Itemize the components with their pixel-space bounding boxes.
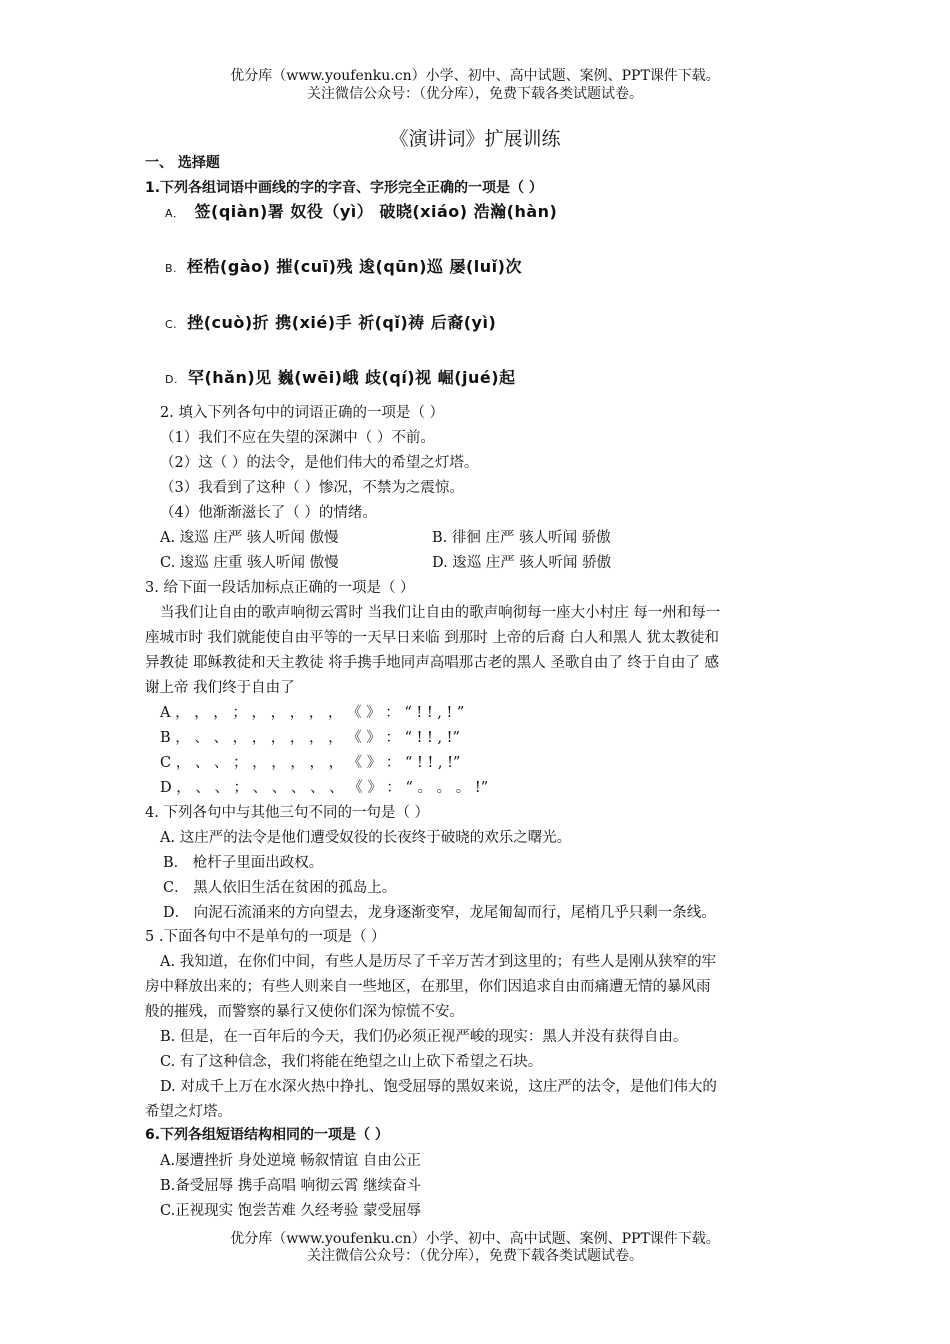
q1-option-d: [165, 365, 516, 388]
q3-paragraph-line: 当我们让自由的歌声响彻云霄时 当我们让自由的歌声响彻每一座大小村庄 每一州和每一: [160, 605, 721, 621]
q4-option-c: C． 黑人依旧生活在贫困的孤岛上。: [163, 880, 397, 896]
q6-option-a: A.屡遭挫折 身处逆境 畅叙情谊 自由公正: [160, 1153, 421, 1169]
header-line-2: 关注微信公众号：（优分库），免费下载各类试题试卷。: [307, 86, 643, 102]
q1-option-text: 签(qiàn)署 奴役（yì） 破晓(xiáo) 浩瀚(hàn): [194, 202, 558, 221]
q4-option-b: B． 枪杆子里面出政权。: [163, 855, 324, 871]
q2-item: （4）他渐渐滋长了（ ）的情绪。: [160, 505, 377, 521]
q3-option-b: B ， 、 、 ， ， ， ， ， ， 《 》 ： “ ! ! , !”: [160, 730, 460, 746]
q6-stem: 6.下列各组短语结构相同的一项是（ ）: [145, 1127, 389, 1143]
q5-line: 希望之灯塔。: [145, 1104, 232, 1120]
q3-option-a: A ， ， ， ； ， ， ， ， ， 《 》 ： “ ! ! , ! ”: [160, 705, 465, 721]
q1-option-label: A．: [165, 207, 185, 220]
q3-option-d: D ， 、 、 ； 、 、 、 、 、 《 》 ： “ 。 。 。 !”: [160, 780, 489, 796]
q2-option-d: D. 逡巡 庄严 骇人听闻 骄傲: [432, 555, 612, 571]
q2-item: （1）我们不应在失望的深渊中（ ）不前。: [160, 430, 435, 446]
page-title: 《演讲词》扩展训练: [389, 128, 561, 150]
q2-option-a: A. 逡巡 庄严 骇人听闻 傲慢: [160, 530, 339, 546]
q1-option-b: [165, 254, 522, 277]
q4-option-a: A. 这庄严的法令是他们遭受奴役的长夜终于破晓的欢乐之曙光。: [160, 830, 572, 846]
q5-line: C. 有了这种信念，我们将能在绝望之山上砍下希望之石块。: [160, 1054, 543, 1070]
q3-paragraph-line: 谢上帝 我们终于自由了: [145, 680, 295, 696]
q5-line: 般的摧残，而警察的暴行又使你们深为惊慌不安。: [145, 1004, 464, 1020]
q5-line: B. 但是，在一百年后的今天，我们仍必须正视严峻的现实：黑人并没有获得自由。: [160, 1029, 688, 1045]
q5-line: A. 我知道，在你们中间，有些人是历尽了千辛万苦才到这里的；有些人是刚从狭窄的牢: [160, 954, 717, 970]
q2-item: （2）这（ ）的法令，是他们伟大的希望之灯塔。: [160, 455, 479, 471]
q1-option-label: C.: [165, 318, 178, 331]
q2-stem: 2. 填入下列各句中的词语正确的一项是（ ）: [160, 405, 445, 421]
q6-option-c: C.正视现实 饱尝苦难 久经考验 蒙受屈辱: [160, 1203, 422, 1219]
q4-stem: 4. 下列各句中与其他三句不同的一句是（ ）: [145, 805, 430, 821]
q2-option-c: C. 逡巡 庄重 骇人听闻 傲慢: [160, 555, 339, 571]
q1-stem: 1.下列各组词语中画线的字的字音、字形完全正确的一项是（ ）: [145, 180, 543, 196]
header-line-1: 优分库（www.youfenku.cn）小学、初中、高中试题、案例、PPT课件下载。: [230, 68, 720, 84]
q1-option-c: [165, 310, 496, 333]
q1-option-text: 罕(hǎn)见 巍(wēi)峨 歧(qí)视 崛(jué)起: [187, 368, 516, 387]
q1-option-text: 挫(cuò)折 携(xié)手 祈(qǐ)祷 后裔(yì): [187, 313, 497, 332]
q1-option-label: D.: [165, 373, 178, 386]
q5-line: 房中释放出来的；有些人则来自一些地区，在那里，你们因追求自由而痛遭无情的暴风雨: [145, 979, 711, 995]
q3-paragraph-line: 异教徒 耶稣教徒和天主教徒 将手携手地同声高唱那古老的黑人 圣歌自由了 终于自由了 感: [145, 655, 720, 671]
q3-paragraph-line: 座城市时 我们就能使自由平等的一天早日来临 到那时 上帝的后裔 白人和黑人 犹太教徒和: [145, 630, 720, 646]
q4-option-d: D． 向泥石流涌来的方向望去，龙身逐渐变窄，龙尾匍匐而行，尾梢几乎只剩一条线。: [163, 905, 716, 921]
q3-stem: 3. 给下面一段话加标点正确的一项是（ ）: [145, 580, 415, 596]
footer-line-1: 优分库（www.youfenku.cn）小学、初中、高中试题、案例、PPT课件下载。: [230, 1231, 720, 1247]
q6-option-b: B.备受屈辱 携手高唱 响彻云霄 继续奋斗: [160, 1178, 422, 1194]
q1-option-label: B.: [165, 262, 178, 275]
footer-line-2: 关注微信公众号：（优分库），免费下载各类试题试卷。: [307, 1248, 643, 1264]
q5-line: D. 对成千上万在水深火热中挣扎、饱受屈辱的黑奴来说，这庄严的法令，是他们伟大的: [160, 1079, 717, 1095]
q2-option-b: B. 徘徊 庄严 骇人听闻 骄傲: [432, 530, 611, 546]
q1-option-text: 桎梏(gào) 摧(cuī)残 逡(qūn)巡 屡(luǐ)次: [187, 257, 522, 276]
q5-stem: 5 .下面各句中不是单句的一项是（ ）: [145, 929, 386, 945]
q1-option-a: [165, 199, 557, 222]
q2-item: （3）我看到了这种（ ）惨况，不禁为之震惊。: [160, 480, 464, 496]
section-heading: 一、 选择题: [145, 155, 220, 171]
q3-option-c: C ， 、 、 ； ， ， ， ， ， 《 》 ： “ ! ! , !”: [160, 755, 461, 771]
